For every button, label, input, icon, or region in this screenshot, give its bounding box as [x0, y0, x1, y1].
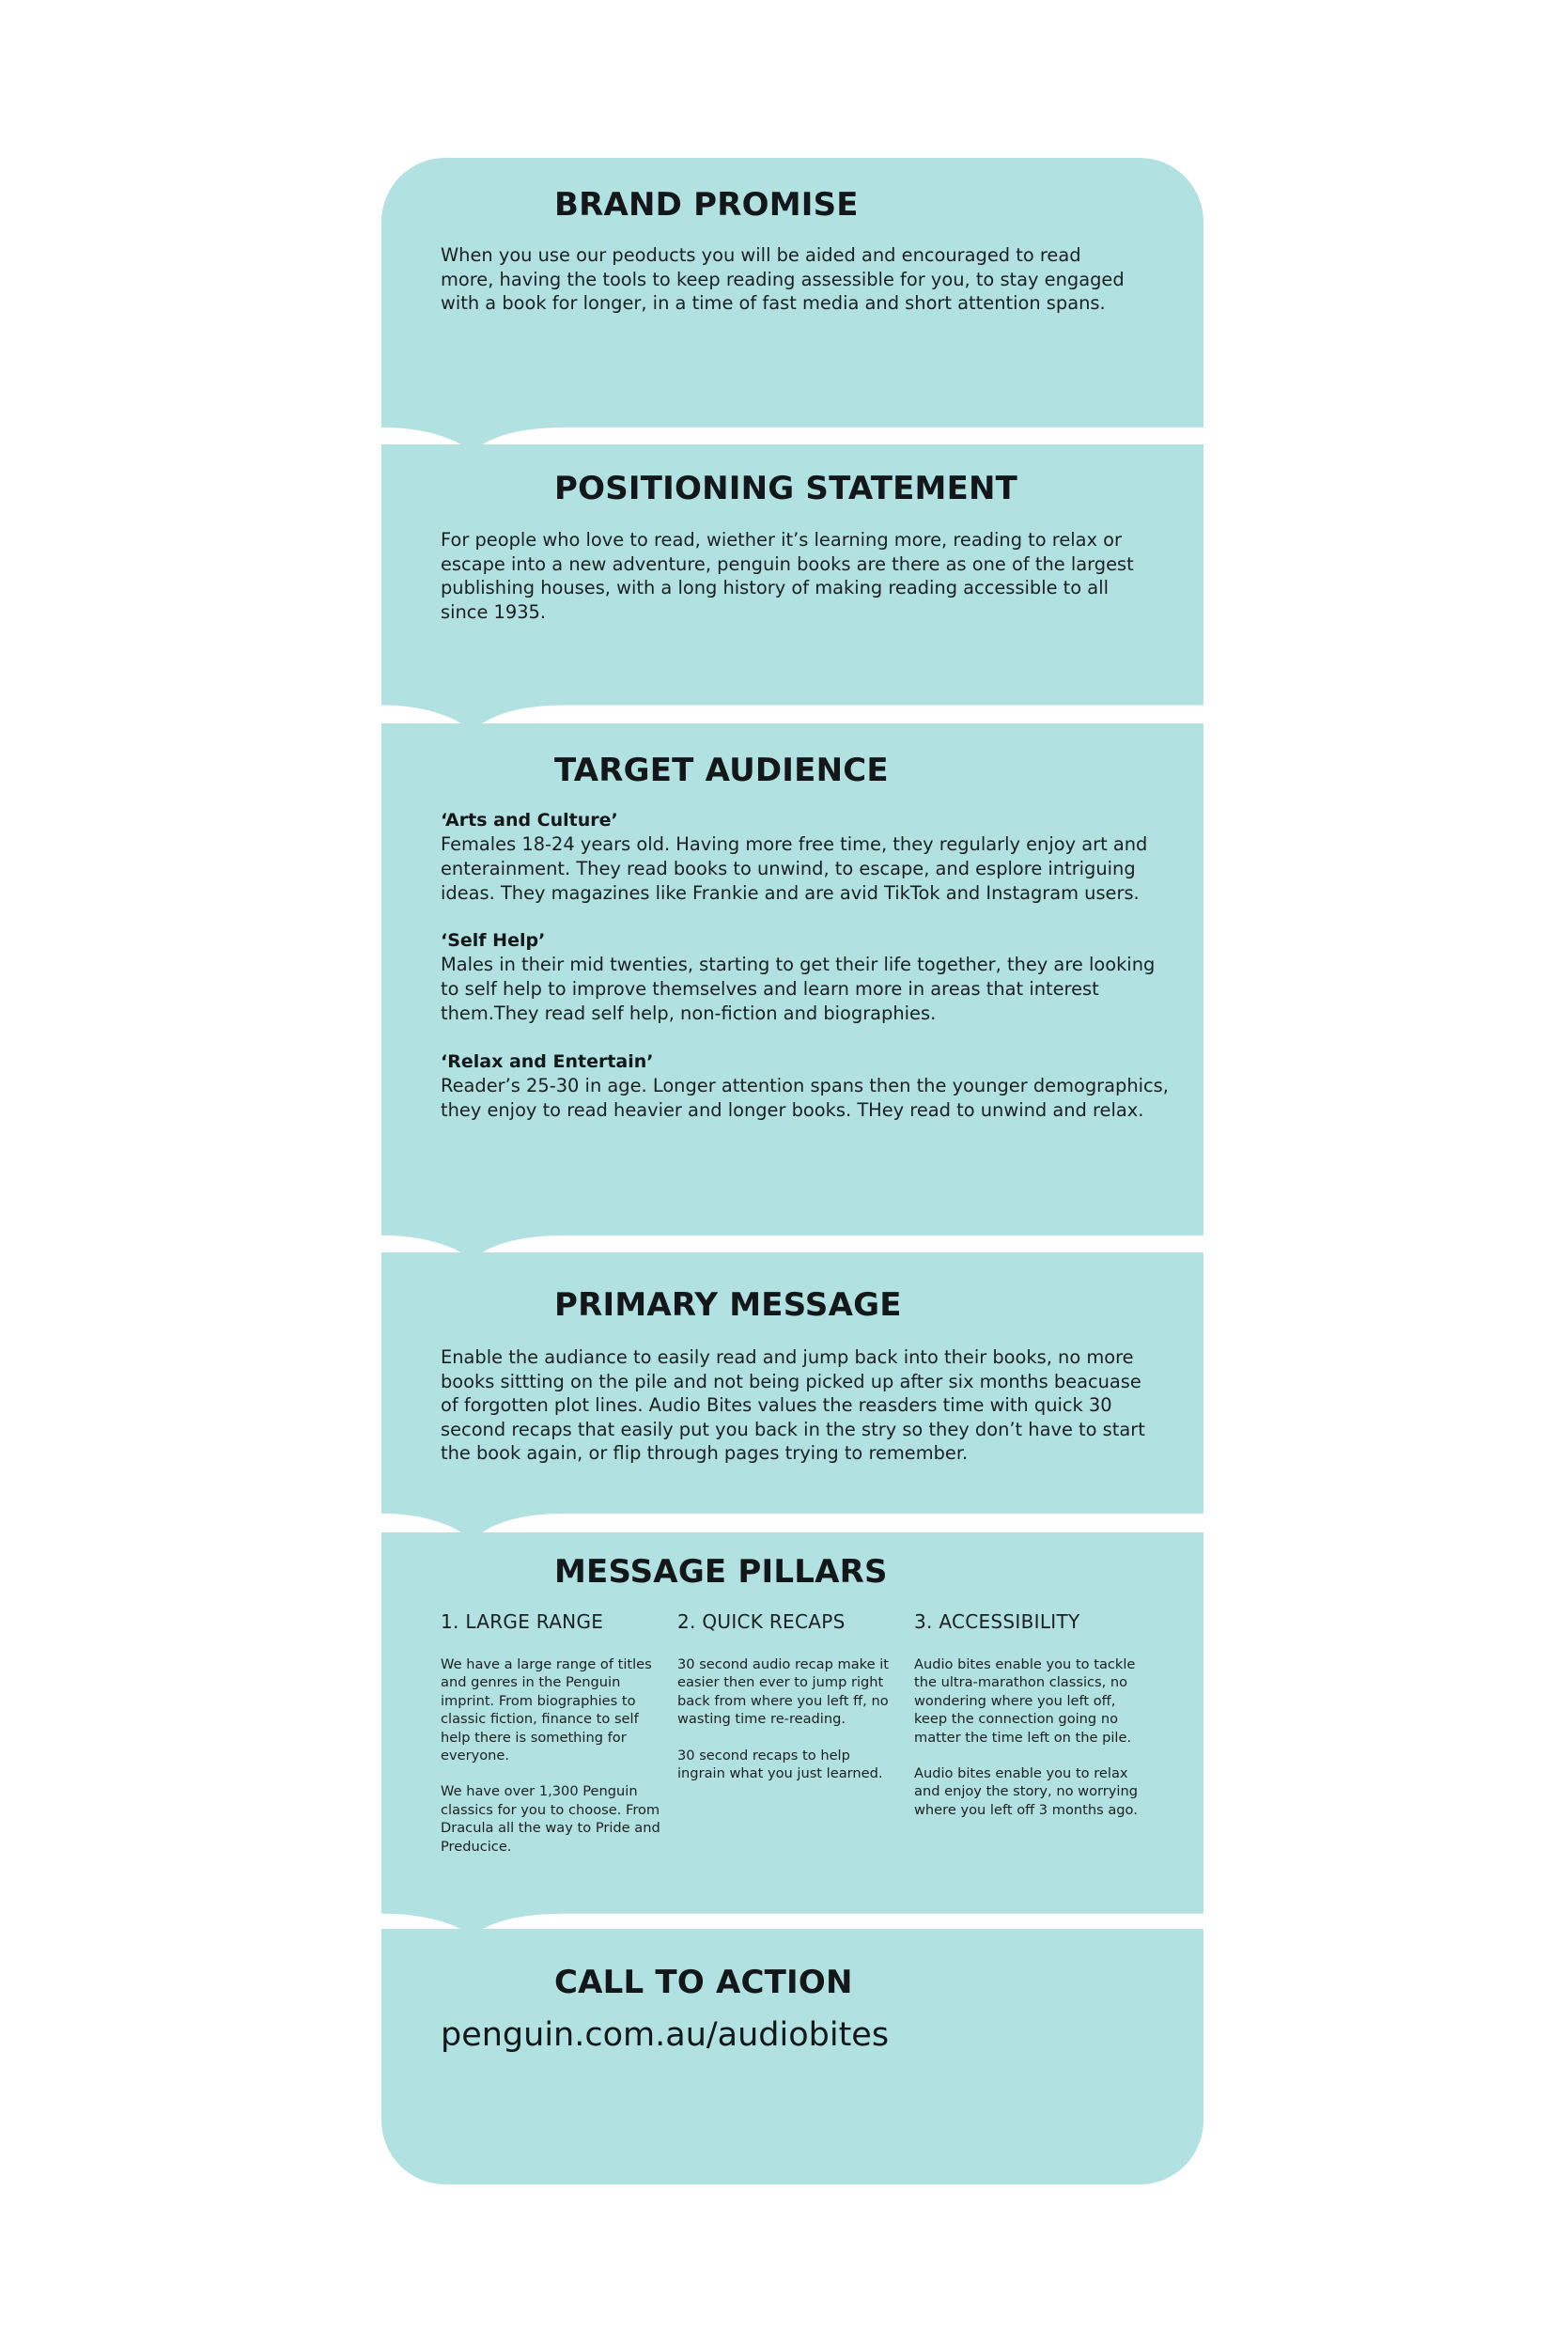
message-pillars-panel [381, 1532, 1203, 1906]
positioning-statement-heading: POSITIONING STATEMENT [554, 470, 1018, 507]
pillar-title: 2. QUICK RECAPS [677, 1610, 846, 1633]
positioning-statement-panel [381, 444, 1203, 696]
target-audience-panel [381, 723, 1203, 1227]
pillar-accessibility [914, 1610, 1138, 1819]
section-divider-notch [381, 1502, 1203, 1534]
pillar-paragraph: 30 second recaps to help ingrain what you just learned. [677, 1747, 883, 1782]
call-to-action-panel [381, 1929, 1203, 2184]
pillar-paragraph: Audio bites enable you to relax and enjoy the story, no worrying where you left off 3 months ago. [914, 1765, 1138, 1818]
section-divider-notch [381, 1904, 1203, 1931]
audience-segment-title: ‘Relax and Entertain’ [441, 1051, 654, 1072]
audience-segment-self-help [441, 929, 1169, 1025]
pillar-title: 1. LARGE RANGE [441, 1610, 604, 1633]
pillar-large-range [441, 1610, 664, 1856]
section-divider-notch [381, 1225, 1203, 1254]
audience-segment-description: Males in their mid twenties, starting to get their life together, they are looking to self help to improve themselves and learn more in areas that interest them.They read self help, non-fiction and biographies. [441, 954, 1156, 1024]
message-pillars-heading: MESSAGE PILLARS [554, 1553, 888, 1591]
pillar-quick-recaps [677, 1610, 901, 1782]
brand-promise-text: When you use our peoducts you will be aided and encouraged to read more, having the tools to keep reading assessible for you, to stay engaged with a book for longer, in a time of fast media and short attention spans. [441, 244, 1125, 314]
pillar-title: 3. ACCESSIBILITY [914, 1610, 1080, 1633]
audience-segment-description: Females 18-24 years old. Having more free time, they regularly enjoy art and enterainment. They read books to unwind, to escape, and esplore intriguing ideas. They magazines like Frankie and are avid TikTok and Instagram users. [441, 833, 1148, 904]
primary-message-heading: PRIMARY MESSAGE [554, 1286, 902, 1324]
pillar-paragraph: 30 second audio recap make it easier then ever to jump right back from where you left ff, no wasting time re-reading. [677, 1656, 889, 1728]
pillar-paragraph: Audio bites enable you to tackle the ultra-marathon classics, no wondering where you left off, keep the connection going no matter the time left on the pile. [914, 1656, 1136, 1746]
section-divider-notch [381, 417, 1203, 446]
call-to-action-url[interactable]: penguin.com.au/audiobites [441, 2016, 890, 2054]
section-divider-notch [381, 694, 1203, 725]
primary-message-panel [381, 1252, 1203, 1504]
primary-message-text: Enable the audiance to easily read and jump back into their books, no more books sittting on the pile and not being picked up after six months beacuase of forgotten plot lines. Audio Bites values the reasders time with quick 30 second recaps that easily put you back in the stry so they don’t have to start the book again, or flip through pages trying to remember. [441, 1346, 1145, 1464]
audience-segment-title: ‘Self Help’ [441, 930, 546, 951]
pillar-paragraph: We have over 1,300 Penguin classics for you to choose. From Dracula all the way to Pride and Preducice. [441, 1783, 660, 1855]
audience-segment-title: ‘Arts and Culture’ [441, 810, 618, 831]
target-audience-heading: TARGET AUDIENCE [554, 752, 889, 789]
pillar-paragraph: We have a large range of titles and genres in the Penguin imprint. From biographies to classic fiction, finance to self help there is something for everyone. [441, 1656, 652, 1764]
audience-segment-relax-entertain [441, 1050, 1169, 1123]
brand-promise-panel [381, 158, 1203, 419]
audience-segment-description: Reader’s 25-30 in age. Longer attention spans then the younger demographics, they enjoy to read heavier and longer books. THey read to unwind and relax. [441, 1075, 1169, 1121]
brand-promise-heading: BRAND PROMISE [554, 186, 859, 224]
audience-segment-arts-culture [441, 809, 1169, 905]
positioning-statement-text: For people who love to read, wiether it’s learning more, reading to relax or escape into a new adventure, penguin books are there as one of the largest publishing houses, with a long history of making reading accessible to all since 1935. [441, 529, 1134, 623]
call-to-action-heading: CALL TO ACTION [554, 1964, 853, 2001]
